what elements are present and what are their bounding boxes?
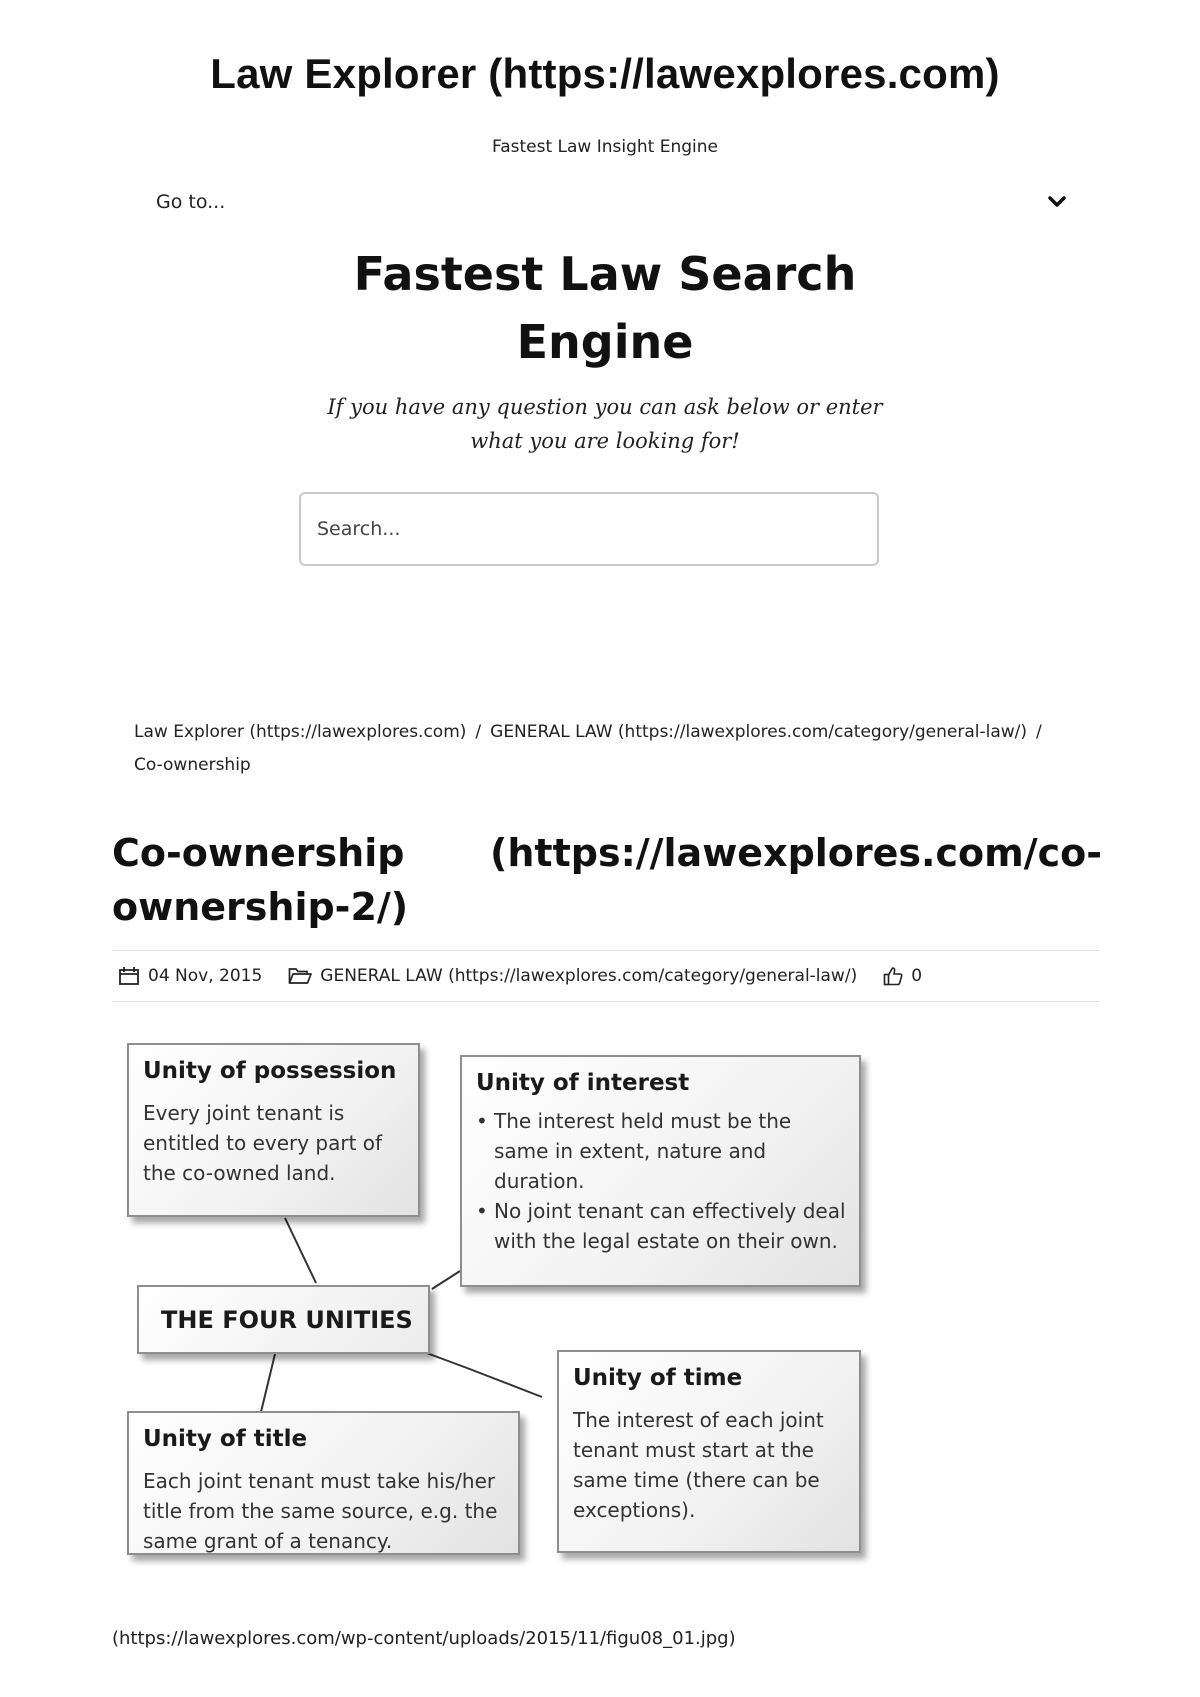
hero-title-line2: Engine (516, 315, 694, 369)
site-title[interactable]: Law Explorer (https://lawexplores.com) (210, 50, 1000, 97)
post-category[interactable] (288, 966, 857, 986)
post-meta (118, 962, 922, 990)
breadcrumb-separator: / (475, 722, 482, 742)
goto-menu-label: Go to... (156, 191, 226, 213)
unity-of-interest-bullet: • No joint tenant can effectively deal with the legal estate on their own. (476, 1196, 849, 1256)
post-title-part2: (https://lawexplores.com/co- (490, 831, 1102, 875)
meta-divider-bottom (112, 1001, 1100, 1002)
post-date-text: 04 Nov, 2015 (148, 966, 263, 986)
post-date (118, 966, 262, 986)
four-unities-center-box (137, 1285, 430, 1354)
unity-of-time-text: The interest of each joint tenant must start at the same time (there can be exceptions). (573, 1408, 824, 1522)
breadcrumb-separator: / (1036, 722, 1042, 742)
connector-title (261, 1354, 275, 1412)
post-category-text[interactable]: GENERAL LAW (https://lawexplores.com/category/general-law/) (320, 966, 858, 986)
breadcrumb-current: Co-ownership (134, 755, 251, 775)
unity-of-time-title: Unity of time (573, 1365, 743, 1391)
folder-icon (288, 967, 312, 985)
image-source-link[interactable]: (https://lawexplores.com/wp-content/uploads/2015/11/figu08_01.jpg) (112, 1628, 736, 1649)
hero-title-line1: Fastest Law Search (353, 247, 857, 301)
unity-of-time-box (557, 1350, 861, 1553)
unity-of-interest-title: Unity of interest (476, 1070, 690, 1096)
unity-of-possession-text: Every joint tenant is entitled to every part of the co-owned land. (143, 1101, 383, 1185)
post-title-part3: ownership-2/) (112, 885, 409, 929)
connector-time (424, 1352, 542, 1397)
unity-of-title-box (127, 1411, 520, 1555)
unity-of-possession-title: Unity of possession (143, 1058, 397, 1084)
search-input[interactable] (299, 492, 879, 566)
post-title-part1: Co-ownership (112, 831, 405, 875)
hero-subtitle-line2: what you are looking for! (470, 429, 740, 453)
goto-menu-select[interactable] (156, 186, 1066, 218)
hero-title (300, 240, 910, 376)
four-unities-diagram[interactable] (112, 1030, 872, 1590)
connector-possession (285, 1218, 316, 1283)
calendar-icon (118, 966, 140, 986)
unity-of-title-title: Unity of title (143, 1426, 308, 1452)
hero-subtitle-line1: If you have any question you can ask below or enter (327, 395, 883, 419)
site-tagline: Fastest Law Insight Engine (491, 137, 718, 157)
post-likes[interactable] (883, 966, 922, 986)
unity-of-possession-box (127, 1043, 420, 1217)
meta-divider-top (112, 950, 1100, 951)
four-unities-label: THE FOUR UNITIES (161, 1305, 413, 1334)
unity-of-interest-box (460, 1055, 861, 1287)
unity-of-interest-list (476, 1106, 849, 1256)
breadcrumb-link-home[interactable]: Law Explorer (https://lawexplores.com) (134, 722, 467, 742)
unity-of-interest-bullet: • The interest held must be the same in extent, nature and duration. (476, 1106, 849, 1196)
chevron-down-icon (1048, 195, 1066, 209)
breadcrumb (134, 716, 1094, 782)
post-title[interactable] (112, 826, 1102, 934)
hero-subtitle (300, 390, 910, 458)
thumbs-up-icon (883, 966, 903, 986)
breadcrumb-link-category[interactable]: GENERAL LAW (https://lawexplores.com/category/general-law/) (490, 722, 1028, 742)
unity-of-title-text: Each joint tenant must take his/her title from the same source, e.g. the same grant of a tenancy. (143, 1469, 498, 1553)
post-likes-count: 0 (911, 966, 923, 986)
connector-interest (432, 1271, 460, 1289)
